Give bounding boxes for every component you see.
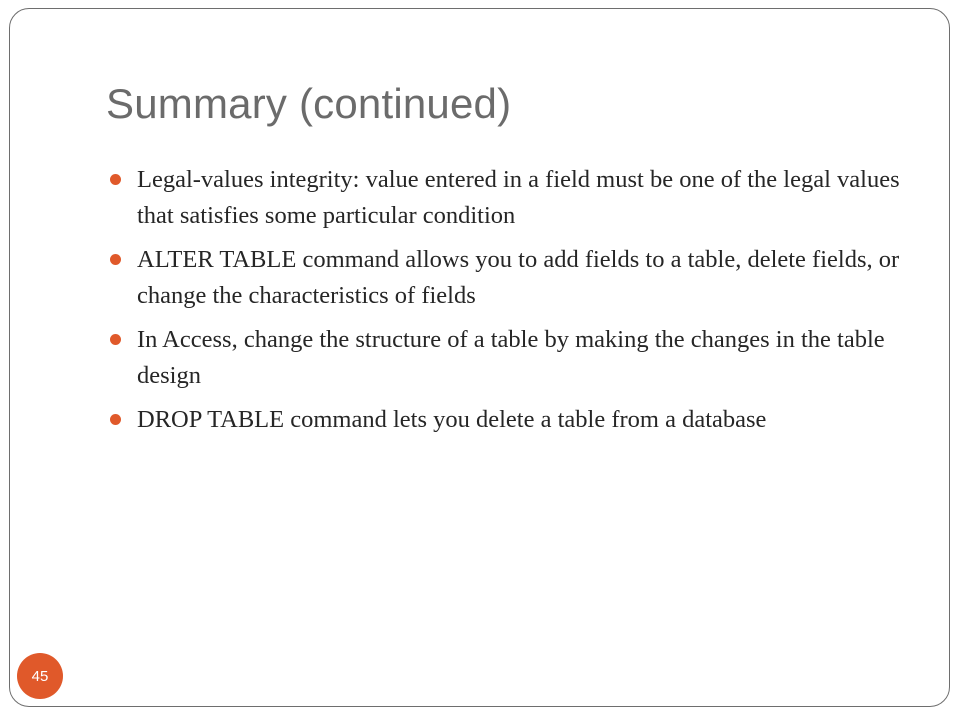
bullet-text: ALTER TABLE command allows you to add fields to a table, delete fields, or change the characteristics of fields bbox=[137, 246, 900, 309]
bullet-item bbox=[106, 242, 906, 314]
bullet-text: In Access, change the structure of a table by making the changes in the table design bbox=[137, 326, 885, 389]
bullet-text: Legal-values integrity: value entered in a field must be one of the legal values that satisfies some particular condition bbox=[137, 166, 900, 229]
page-number: 45 bbox=[31, 667, 49, 685]
bullet-list bbox=[106, 162, 906, 446]
bullet-item bbox=[106, 322, 906, 394]
bullet-dot-icon bbox=[110, 174, 121, 185]
bullet-dot-icon bbox=[110, 254, 121, 265]
bullet-item bbox=[106, 402, 906, 438]
bullet-dot-icon bbox=[110, 334, 121, 345]
bullet-text: DROP TABLE command lets you delete a table from a database bbox=[137, 406, 767, 433]
page-number-badge bbox=[17, 653, 63, 699]
slide-title: Summary (continued) bbox=[106, 80, 512, 127]
bullet-item bbox=[106, 162, 906, 234]
bullet-dot-icon bbox=[110, 414, 121, 425]
